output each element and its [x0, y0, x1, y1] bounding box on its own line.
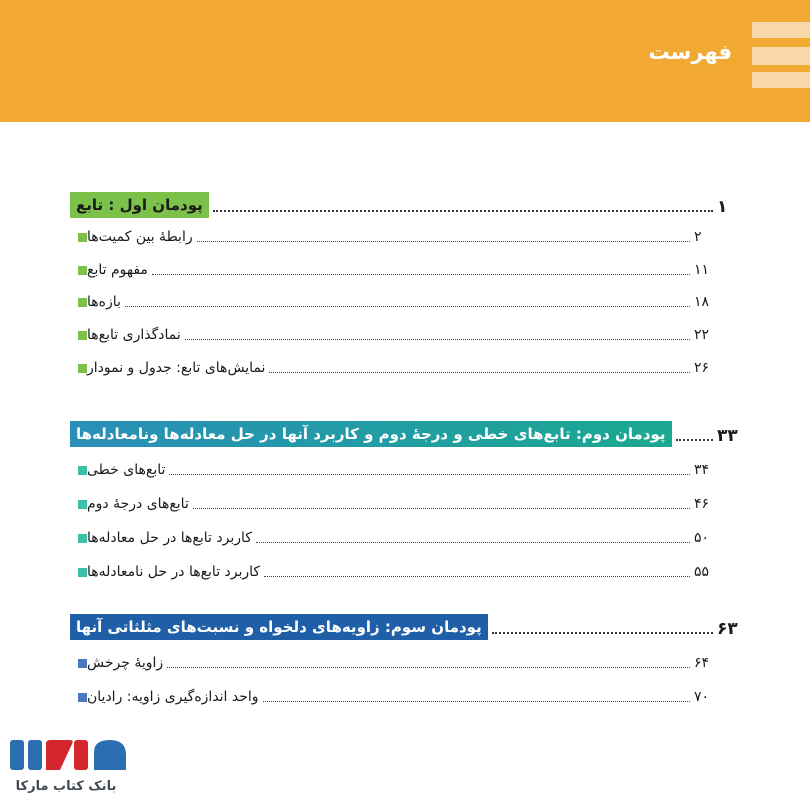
- toc-item-label: مفهوم تابع: [87, 262, 148, 278]
- toc-item-label: کاربرد تابع‌ها در حل نامعادله‌ها: [87, 564, 261, 580]
- toc-item-label: بازه‌ها: [87, 294, 121, 310]
- toc-item-label: نمایش‌های تابع: جدول و نمودار: [87, 360, 266, 376]
- toc-item-page: ۶۴: [694, 655, 710, 671]
- page-header: [0, 0, 810, 122]
- dot-leader: [197, 234, 690, 242]
- square-bullet-icon: [78, 233, 87, 242]
- section-page-number: ۱: [717, 197, 728, 217]
- toc-item-page: ۴۶: [694, 496, 710, 512]
- dot-leader: [152, 267, 690, 275]
- section-title: پودمان اول : تابع: [70, 192, 209, 218]
- dot-leader: [263, 694, 690, 702]
- section-heading[interactable]: [70, 192, 737, 218]
- toc-item[interactable]: [70, 527, 714, 549]
- square-bullet-icon: [78, 693, 87, 702]
- toc-item[interactable]: [70, 561, 714, 583]
- header-stripe: [752, 47, 810, 65]
- toc-item-label: رابطهٔ بین کمیت‌ها: [87, 229, 193, 245]
- section-heading[interactable]: [70, 421, 737, 447]
- header-stripe: [752, 22, 810, 38]
- toc-item-page: ۷۰: [694, 689, 710, 705]
- square-bullet-icon: [78, 298, 87, 307]
- toc-item-page: ۵۵: [694, 564, 710, 580]
- toc-item-page: ۳۴: [694, 462, 710, 478]
- page-title: فهرست: [648, 40, 732, 64]
- toc-item-label: نمادگذاری تابع‌ها: [87, 327, 181, 343]
- toc-item-page: ۵۰: [694, 530, 710, 546]
- marka-logo-icon: [10, 736, 128, 774]
- section-page-number: ۳۳: [717, 426, 738, 446]
- section-title: پودمان سوم: زاویه‌های دلخواه و نسبت‌های مثلثاتی آنها: [70, 614, 488, 640]
- toc-item-page: ۲: [694, 229, 702, 245]
- toc-item-page: ۲۲: [694, 327, 710, 343]
- toc-item-label: کاربرد تابع‌ها در حل معادله‌ها: [87, 530, 252, 546]
- square-bullet-icon: [78, 331, 87, 340]
- toc-item[interactable]: [70, 226, 714, 248]
- toc-item[interactable]: [70, 686, 714, 708]
- toc-item[interactable]: [70, 324, 714, 346]
- square-bullet-icon: [78, 568, 87, 577]
- dot-leader: [167, 660, 690, 668]
- toc-item-label: تابع‌های درجهٔ دوم: [87, 496, 189, 512]
- header-stripe: [752, 72, 810, 88]
- dot-leader: [125, 299, 690, 307]
- square-bullet-icon: [78, 266, 87, 275]
- dot-leader: [264, 569, 690, 577]
- watermark-text: بانک کتاب مارکا: [15, 779, 117, 794]
- square-bullet-icon: [78, 466, 87, 475]
- toc-item-label: تابع‌های خطی: [87, 462, 166, 478]
- toc-item-page: ۱۱: [694, 262, 710, 278]
- square-bullet-icon: [78, 364, 87, 373]
- section-page-number: ۶۳: [717, 619, 738, 639]
- dot-leader: [169, 467, 690, 475]
- square-bullet-icon: [78, 500, 87, 509]
- toc-item[interactable]: [70, 291, 714, 313]
- toc-item-page: ۲۶: [694, 360, 710, 376]
- square-bullet-icon: [78, 534, 87, 543]
- toc-item[interactable]: [70, 357, 714, 379]
- dot-leader: [256, 535, 690, 543]
- dot-leader: [492, 626, 713, 634]
- dot-leader: [193, 501, 690, 509]
- toc-item-label: واحد اندازه‌گیری زاویه: رادیان: [87, 689, 259, 705]
- toc-item-page: ۱۸: [694, 294, 710, 310]
- dot-leader: [185, 332, 690, 340]
- toc-item[interactable]: [70, 493, 714, 515]
- square-bullet-icon: [78, 659, 87, 668]
- dot-leader: [269, 365, 690, 373]
- toc-item[interactable]: [70, 459, 714, 481]
- toc-item[interactable]: [70, 259, 714, 281]
- section-heading[interactable]: [70, 614, 737, 640]
- dot-leader: [213, 204, 713, 212]
- toc-item[interactable]: [70, 652, 714, 674]
- dot-leader: [676, 433, 713, 441]
- toc-item-label: زاویهٔ چرخش: [87, 655, 164, 671]
- section-title: پودمان دوم: تابع‌های خطی و درجهٔ دوم و کاربرد آنها در حل معادله‌ها ونامعادله‌ها: [70, 421, 672, 447]
